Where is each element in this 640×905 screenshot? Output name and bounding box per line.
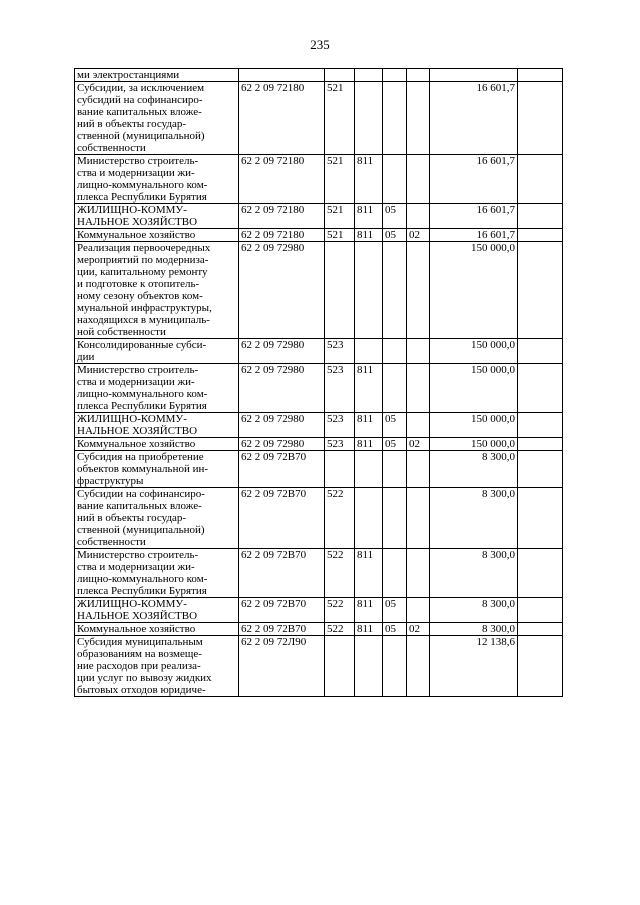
item-name-line: плекса Республики Бурятия xyxy=(77,400,207,412)
item-name-cell xyxy=(75,438,239,451)
amount-cell: 150 000,0 xyxy=(430,438,518,451)
target-article-cell: 62 2 09 72180 xyxy=(239,155,325,204)
extra-cell xyxy=(518,82,563,155)
item-name-line: ний в объекты государ- xyxy=(77,118,187,130)
item-name-line: ственной (муниципальной) xyxy=(77,130,205,142)
table-row xyxy=(75,339,563,364)
target-article-cell: 62 2 09 72180 xyxy=(239,229,325,242)
ministry-code-cell xyxy=(355,69,383,82)
amount-cell: 16 601,7 xyxy=(430,155,518,204)
expense-type-cell: 523 xyxy=(325,339,355,364)
subsection-cell xyxy=(407,204,430,229)
section-cell xyxy=(383,69,407,82)
target-article-cell: 62 2 09 72Л90 xyxy=(239,636,325,697)
item-name-cell xyxy=(75,413,239,438)
ministry-code-cell xyxy=(355,339,383,364)
item-name-line: ЖИЛИЩНО-КОММУ- xyxy=(77,598,187,610)
item-name-line: ми электростанциями xyxy=(77,69,180,81)
amount-cell: 150 000,0 xyxy=(430,242,518,339)
amount-cell: 16 601,7 xyxy=(430,204,518,229)
extra-cell xyxy=(518,438,563,451)
expense-type-cell xyxy=(325,69,355,82)
subsection-cell xyxy=(407,364,430,413)
extra-cell xyxy=(518,364,563,413)
item-name-line: и подготовке к отопитель- xyxy=(77,278,200,290)
item-name-line: Коммунальное хозяйство xyxy=(77,229,196,241)
ministry-code-cell: 811 xyxy=(355,204,383,229)
section-cell xyxy=(383,488,407,549)
item-name-line: ства и модернизации жи- xyxy=(77,167,195,179)
table-row xyxy=(75,438,563,451)
item-name-line: ственной (муниципальной) xyxy=(77,524,205,536)
section-cell xyxy=(383,339,407,364)
expense-type-cell xyxy=(325,636,355,697)
item-name-cell xyxy=(75,242,239,339)
amount-cell: 150 000,0 xyxy=(430,339,518,364)
item-name-line: дии xyxy=(77,351,95,363)
amount-cell: 8 300,0 xyxy=(430,549,518,598)
table-row xyxy=(75,69,563,82)
table-body xyxy=(75,69,563,697)
item-name-cell xyxy=(75,549,239,598)
expense-type-cell: 523 xyxy=(325,438,355,451)
target-article-cell: 62 2 09 72180 xyxy=(239,204,325,229)
item-name-line: лищно-коммунального ком- xyxy=(77,388,208,400)
item-name-line: вание капитальных вложе- xyxy=(77,500,202,512)
item-name-cell xyxy=(75,82,239,155)
section-cell xyxy=(383,155,407,204)
item-name-line: находящихся в муниципаль- xyxy=(77,314,210,326)
extra-cell xyxy=(518,69,563,82)
subsection-cell: 02 xyxy=(407,438,430,451)
table-row xyxy=(75,204,563,229)
item-name-cell xyxy=(75,69,239,82)
section-cell xyxy=(383,636,407,697)
amount-cell: 8 300,0 xyxy=(430,451,518,488)
table-row xyxy=(75,549,563,598)
budget-table xyxy=(74,68,563,697)
amount-cell: 16 601,7 xyxy=(430,82,518,155)
item-name-line: Министерство строитель- xyxy=(77,549,199,561)
subsection-cell xyxy=(407,413,430,438)
item-name-cell xyxy=(75,488,239,549)
extra-cell xyxy=(518,598,563,623)
item-name-line: субсидий на софинансиро- xyxy=(77,94,203,106)
item-name-line: Консолидированные субси- xyxy=(77,339,207,351)
item-name-cell xyxy=(75,623,239,636)
ministry-code-cell: 811 xyxy=(355,364,383,413)
section-cell: 05 xyxy=(383,623,407,636)
subsection-cell xyxy=(407,488,430,549)
item-name-line: ЖИЛИЩНО-КОММУ- xyxy=(77,413,187,425)
extra-cell xyxy=(518,204,563,229)
item-name-cell xyxy=(75,229,239,242)
page-number: 235 xyxy=(310,37,330,52)
target-article-cell: 62 2 09 72В70 xyxy=(239,598,325,623)
ministry-code-cell: 811 xyxy=(355,155,383,204)
expense-type-cell: 521 xyxy=(325,155,355,204)
item-name-cell xyxy=(75,636,239,697)
item-name-line: фраструктуры xyxy=(77,475,144,487)
expense-type-cell: 522 xyxy=(325,598,355,623)
amount-cell: 16 601,7 xyxy=(430,229,518,242)
ministry-code-cell xyxy=(355,451,383,488)
subsection-cell xyxy=(407,636,430,697)
expense-type-cell xyxy=(325,242,355,339)
target-article-cell: 62 2 09 72980 xyxy=(239,339,325,364)
table-row xyxy=(75,229,563,242)
subsection-cell xyxy=(407,549,430,598)
amount-cell: 8 300,0 xyxy=(430,488,518,549)
item-name-line: ние расходов при реализа- xyxy=(77,660,201,672)
item-name-line: ции услуг по вывозу жидких xyxy=(77,672,212,684)
table-row xyxy=(75,364,563,413)
expense-type-cell: 522 xyxy=(325,623,355,636)
target-article-cell: 62 2 09 72980 xyxy=(239,413,325,438)
item-name-line: Коммунальное хозяйство xyxy=(77,623,196,635)
ministry-code-cell: 811 xyxy=(355,438,383,451)
extra-cell xyxy=(518,339,563,364)
item-name-line: собственности xyxy=(77,142,146,154)
table-row xyxy=(75,82,563,155)
subsection-cell xyxy=(407,339,430,364)
ministry-code-cell: 811 xyxy=(355,623,383,636)
table-row xyxy=(75,155,563,204)
table-row xyxy=(75,242,563,339)
item-name-line: плекса Республики Бурятия xyxy=(77,585,207,597)
section-cell xyxy=(383,242,407,339)
ministry-code-cell xyxy=(355,242,383,339)
item-name-line: НАЛЬНОЕ ХОЗЯЙСТВО xyxy=(77,610,198,622)
item-name-line: плекса Республики Бурятия xyxy=(77,191,207,203)
item-name-line: ной собственности xyxy=(77,326,166,338)
target-article-cell: 62 2 09 72В70 xyxy=(239,488,325,549)
item-name-line: Субсидия муниципальным xyxy=(77,636,203,648)
item-name-line: Субсидии на софинансиро- xyxy=(77,488,205,500)
table-row xyxy=(75,488,563,549)
section-cell: 05 xyxy=(383,229,407,242)
target-article-cell: 62 2 09 72В70 xyxy=(239,451,325,488)
target-article-cell: 62 2 09 72980 xyxy=(239,364,325,413)
expense-type-cell xyxy=(325,451,355,488)
section-cell: 05 xyxy=(383,598,407,623)
section-cell xyxy=(383,82,407,155)
item-name-line: Коммунальное хозяйство xyxy=(77,438,196,450)
table-row xyxy=(75,623,563,636)
extra-cell xyxy=(518,229,563,242)
target-article-cell: 62 2 09 72980 xyxy=(239,242,325,339)
ministry-code-cell: 811 xyxy=(355,598,383,623)
item-name-line: Субсидия на приобретение xyxy=(77,451,204,463)
target-article-cell: 62 2 09 72180 xyxy=(239,82,325,155)
subsection-cell: 02 xyxy=(407,623,430,636)
subsection-cell xyxy=(407,69,430,82)
item-name-line: ства и модернизации жи- xyxy=(77,561,195,573)
subsection-cell xyxy=(407,155,430,204)
subsection-cell: 02 xyxy=(407,229,430,242)
expense-type-cell: 522 xyxy=(325,549,355,598)
extra-cell xyxy=(518,155,563,204)
extra-cell xyxy=(518,451,563,488)
item-name-cell xyxy=(75,451,239,488)
extra-cell xyxy=(518,623,563,636)
subsection-cell xyxy=(407,82,430,155)
ministry-code-cell: 811 xyxy=(355,229,383,242)
item-name-line: ства и модернизации жи- xyxy=(77,376,195,388)
extra-cell xyxy=(518,413,563,438)
item-name-cell xyxy=(75,204,239,229)
item-name-line: лищно-коммунального ком- xyxy=(77,573,208,585)
item-name-line: Министерство строитель- xyxy=(77,155,199,167)
amount-cell: 8 300,0 xyxy=(430,598,518,623)
expense-type-cell: 522 xyxy=(325,488,355,549)
item-name-line: Субсидии, за исключением xyxy=(77,82,205,94)
item-name-line: Министерство строитель- xyxy=(77,364,199,376)
extra-cell xyxy=(518,488,563,549)
amount-cell xyxy=(430,69,518,82)
item-name-line: ний в объекты государ- xyxy=(77,512,187,524)
table-row xyxy=(75,451,563,488)
subsection-cell xyxy=(407,598,430,623)
item-name-line: ЖИЛИЩНО-КОММУ- xyxy=(77,204,187,216)
item-name-line: НАЛЬНОЕ ХОЗЯЙСТВО xyxy=(77,425,198,437)
section-cell xyxy=(383,364,407,413)
ministry-code-cell xyxy=(355,82,383,155)
item-name-line: мероприятий по модерниза- xyxy=(77,254,209,266)
target-article-cell: 62 2 09 72980 xyxy=(239,438,325,451)
item-name-line: ному сезону объектов ком- xyxy=(77,290,203,302)
section-cell: 05 xyxy=(383,438,407,451)
amount-cell: 12 138,6 xyxy=(430,636,518,697)
subsection-cell xyxy=(407,242,430,339)
item-name-cell xyxy=(75,598,239,623)
item-name-line: лищно-коммунального ком- xyxy=(77,179,208,191)
section-cell xyxy=(383,549,407,598)
item-name-line: бытовых отходов юридиче- xyxy=(77,684,206,696)
expense-type-cell: 521 xyxy=(325,82,355,155)
section-cell xyxy=(383,451,407,488)
ministry-code-cell: 811 xyxy=(355,413,383,438)
item-name-line: НАЛЬНОЕ ХОЗЯЙСТВО xyxy=(77,216,198,228)
amount-cell: 150 000,0 xyxy=(430,413,518,438)
expense-type-cell: 521 xyxy=(325,204,355,229)
item-name-line: вание капитальных вложе- xyxy=(77,106,202,118)
subsection-cell xyxy=(407,451,430,488)
target-article-cell: 62 2 09 72В70 xyxy=(239,549,325,598)
section-cell: 05 xyxy=(383,413,407,438)
extra-cell xyxy=(518,549,563,598)
item-name-line: мунальной инфраструктуры, xyxy=(77,302,212,314)
item-name-cell xyxy=(75,364,239,413)
expense-type-cell: 523 xyxy=(325,413,355,438)
ministry-code-cell xyxy=(355,488,383,549)
ministry-code-cell xyxy=(355,636,383,697)
item-name-line: Реализация первоочередных xyxy=(77,242,211,254)
expense-type-cell: 521 xyxy=(325,229,355,242)
amount-cell: 8 300,0 xyxy=(430,623,518,636)
item-name-cell xyxy=(75,155,239,204)
extra-cell xyxy=(518,242,563,339)
extra-cell xyxy=(518,636,563,697)
target-article-cell xyxy=(239,69,325,82)
item-name-line: собственности xyxy=(77,536,146,548)
table-row xyxy=(75,413,563,438)
section-cell: 05 xyxy=(383,204,407,229)
table-row xyxy=(75,598,563,623)
amount-cell: 150 000,0 xyxy=(430,364,518,413)
item-name-line: образованиям на возмеще- xyxy=(77,648,202,660)
expense-type-cell: 523 xyxy=(325,364,355,413)
item-name-line: ции, капитальному ремонту xyxy=(77,266,208,278)
target-article-cell: 62 2 09 72В70 xyxy=(239,623,325,636)
table-row xyxy=(75,636,563,697)
item-name-cell xyxy=(75,339,239,364)
item-name-line: объектов коммунальной ин- xyxy=(77,463,209,475)
ministry-code-cell: 811 xyxy=(355,549,383,598)
